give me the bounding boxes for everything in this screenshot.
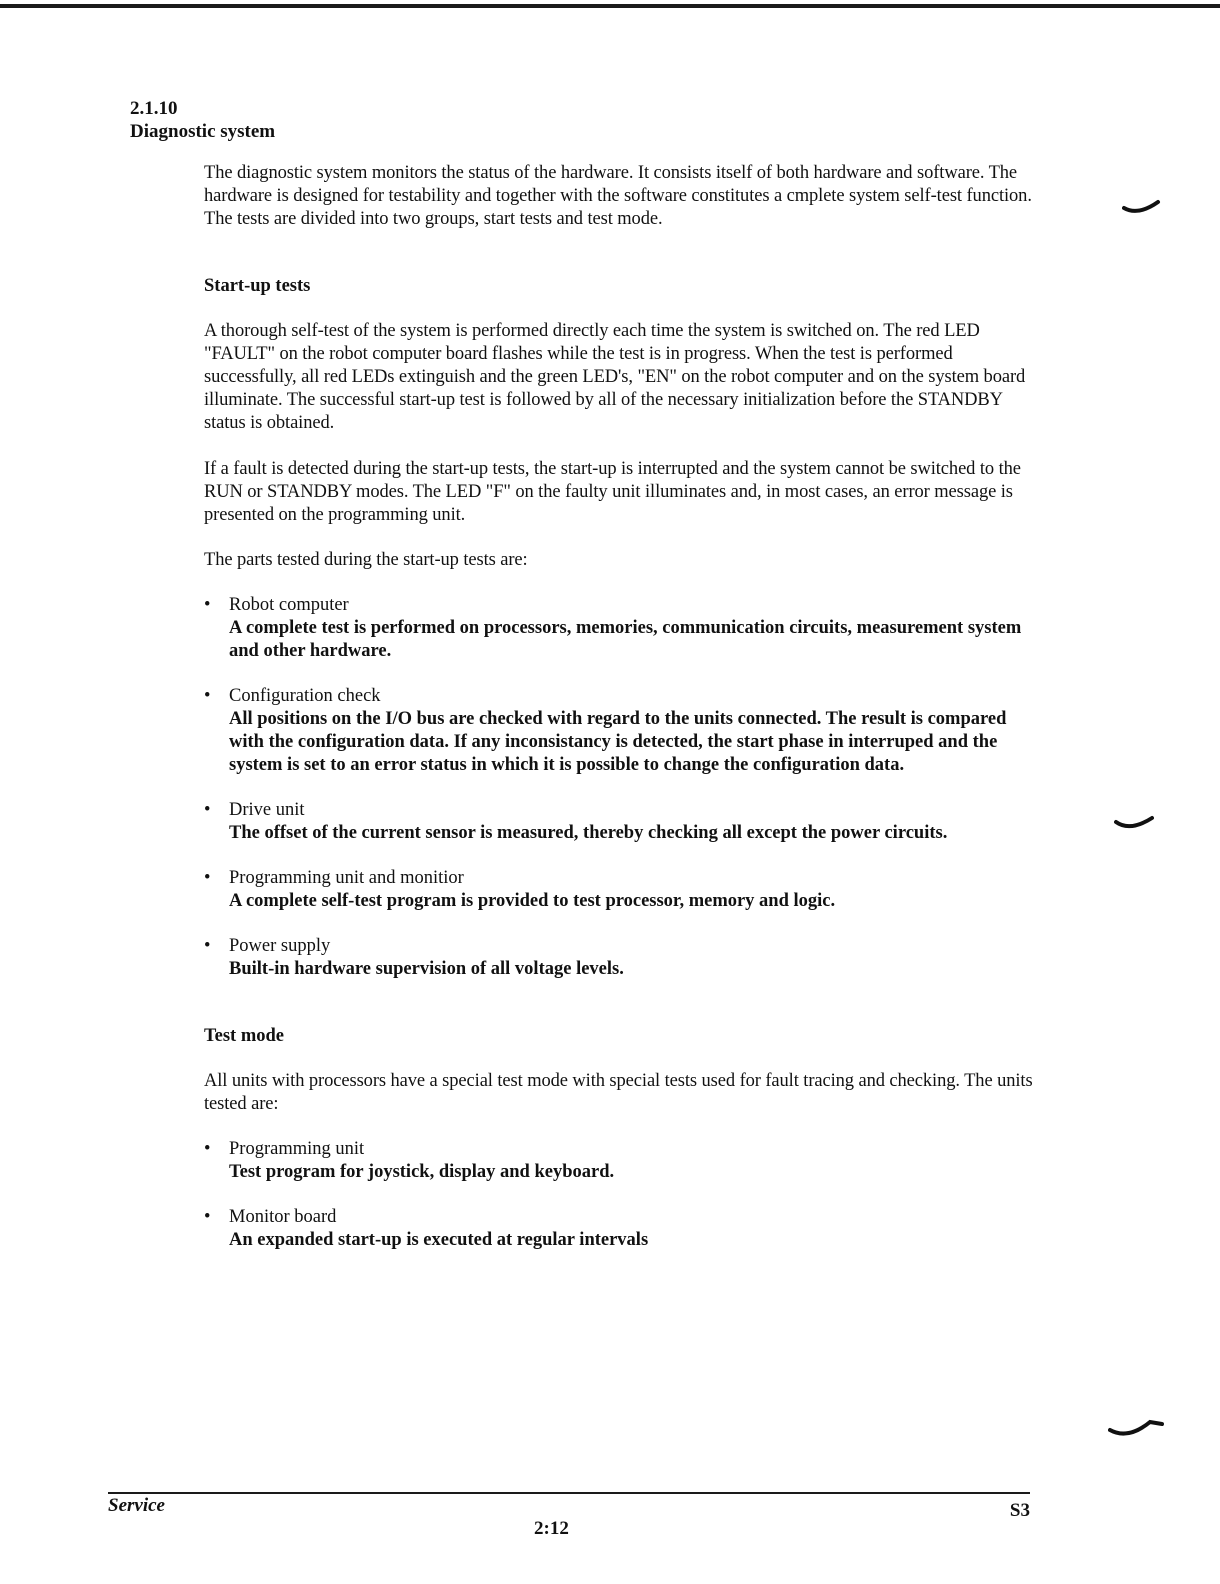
list-item-title: Configuration check — [229, 686, 381, 706]
test-mode-heading: Test mode — [204, 1026, 284, 1046]
list-item — [204, 685, 1044, 777]
list-item-title: Programming unit and monitior — [229, 868, 464, 888]
bullet-icon: • — [204, 1139, 211, 1159]
startup-parts-list — [204, 594, 1044, 981]
footer-product-code: S3 — [1009, 1500, 1030, 1521]
bullet-icon: • — [204, 800, 211, 820]
list-item — [204, 1206, 1044, 1252]
page-number: 2:12 — [534, 1518, 569, 1539]
margin-check-mark-icon — [1122, 196, 1162, 216]
list-item — [204, 867, 1044, 913]
section-number: 2.1.10 — [130, 98, 178, 119]
list-item-title: Power supply — [229, 936, 331, 956]
list-item-text: An expanded start-up is executed at regular intervals — [229, 1230, 649, 1250]
list-item-text: Built-in hardware supervision of all voltage levels. — [229, 959, 624, 979]
list-item-title: Programming unit — [229, 1139, 365, 1159]
list-item-text: A complete test is performed on processors, memories, communication circuits, measurement system and other hardware. — [229, 618, 1022, 661]
list-item — [204, 799, 1044, 845]
bullet-icon: • — [204, 936, 211, 956]
list-item-text: A complete self-test program is provided to test processor, memory and logic. — [229, 891, 836, 911]
list-item-title: Drive unit — [229, 800, 305, 820]
list-item — [204, 594, 1044, 663]
top-border-rule — [0, 4, 1220, 8]
footer-section-label: Service — [108, 1495, 165, 1516]
margin-check-mark-icon — [1114, 812, 1154, 832]
section-title: Diagnostic system — [130, 121, 276, 142]
list-item — [204, 935, 1044, 981]
parts-tested-intro: The parts tested during the start-up tests are: — [204, 550, 528, 570]
footer-rule — [108, 1492, 1030, 1494]
bullet-icon: • — [204, 1207, 211, 1227]
bullet-icon: • — [204, 686, 211, 706]
bullet-icon: • — [204, 595, 211, 615]
intro-paragraph: The diagnostic system monitors the status of the hardware. It consists itself of both hardware and software. The hardware is designed for testability and together with the software constitutes a cmplete system self-test function. The tests are divided into two groups, start tests and test mode. — [204, 163, 1032, 229]
startup-tests-heading: Start-up tests — [204, 276, 311, 296]
document-body — [204, 162, 1044, 1252]
list-item-text: All positions on the I/O bus are checked with regard to the units connected. The result is compared with the configuration data. If any inconsistancy is detected, the start phase in interruped and the system is set to an error status in which it is possible to change the configuration data. — [229, 709, 1007, 775]
list-item-title: Monitor board — [229, 1207, 337, 1227]
test-mode-units-list — [204, 1138, 1044, 1252]
startup-paragraph-2: If a fault is detected during the start-up tests, the start-up is interrupted and the system cannot be switched to the RUN or STANDBY modes. The LED "F" on the faulty unit illuminates and, in most cases, an error message is presented on the programming unit. — [204, 459, 1021, 525]
list-item-text: Test program for joystick, display and keyboard. — [229, 1162, 615, 1182]
list-item-title: Robot computer — [229, 595, 349, 615]
list-item — [204, 1138, 1044, 1184]
margin-check-mark-icon — [1108, 1416, 1164, 1440]
bullet-icon: • — [204, 868, 211, 888]
list-item-text: The offset of the current sensor is measured, thereby checking all except the power circuits. — [229, 823, 948, 843]
test-mode-paragraph: All units with processors have a special test mode with special tests used for fault tracing and checking. The units tested are: — [204, 1071, 1033, 1114]
startup-paragraph-1: A thorough self-test of the system is performed directly each time the system is switched on. The red LED "FAULT" on the robot computer board flashes while the test is in progress. When the test is performed successfully, all red LEDs extinguish and the green LED's, "EN" on the robot computer and on the system board illuminate. The successful start-up test is followed by all of the necessary initialization before the STANDBY status is obtained. — [204, 321, 1026, 433]
